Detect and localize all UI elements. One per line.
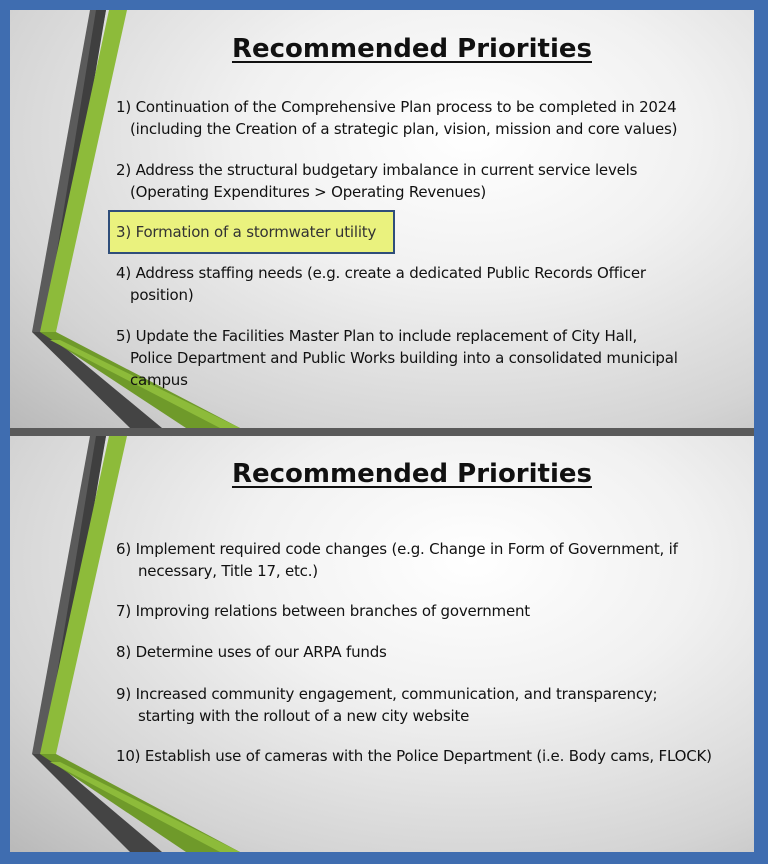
item-text: 9) Increased community engagement, communication, and transparency; [116, 685, 658, 703]
list-item [116, 600, 746, 622]
item-text: 6) Implement required code changes (e.g. Change in Form of Government, if [116, 540, 678, 558]
list-item-highlighted [116, 221, 746, 243]
item-text-continued: position) [130, 286, 194, 304]
item-text: 7) Improving relations between branches of government [116, 602, 530, 620]
item-text: 5) Update the Facilities Master Plan to include replacement of City Hall, [116, 327, 638, 345]
item-text-continued: campus [130, 371, 188, 389]
item-text: 3) Formation of a stormwater utility [116, 223, 377, 241]
item-text-continued: starting with the rollout of a new city website [138, 707, 470, 725]
list-item [116, 325, 746, 391]
item-text: 1) Continuation of the Comprehensive Plan process to be completed in 2024 [116, 98, 677, 116]
item-text-continued: (Operating Expenditures > Operating Revenues) [130, 183, 487, 201]
slide-title: Recommended Priorities [231, 459, 592, 489]
slide-1 [10, 10, 754, 428]
list-item [116, 683, 746, 727]
list-item [116, 538, 746, 582]
item-text: 2) Address the structural budgetary imbalance in current service levels [116, 161, 638, 179]
list-item [116, 262, 746, 306]
list-item [116, 96, 746, 140]
slide-divider [10, 428, 754, 436]
item-text-continued: Police Department and Public Works building into a consolidated municipal [130, 349, 678, 367]
item-text-continued: necessary, Title 17, etc.) [138, 562, 318, 580]
item-text-continued: (including the Creation of a strategic plan, vision, mission and core values) [130, 120, 678, 138]
slide-2 [10, 436, 754, 852]
item-text: 8) Determine uses of our ARPA funds [116, 643, 387, 661]
slide-title: Recommended Priorities [231, 34, 592, 64]
list-item [116, 641, 746, 663]
list-item [116, 159, 746, 203]
item-text: 10) Establish use of cameras with the Police Department (i.e. Body cams, FLOCK) [116, 747, 712, 765]
item-text: 4) Address staffing needs (e.g. create a dedicated Public Records Officer [116, 264, 646, 282]
list-item [116, 745, 746, 767]
